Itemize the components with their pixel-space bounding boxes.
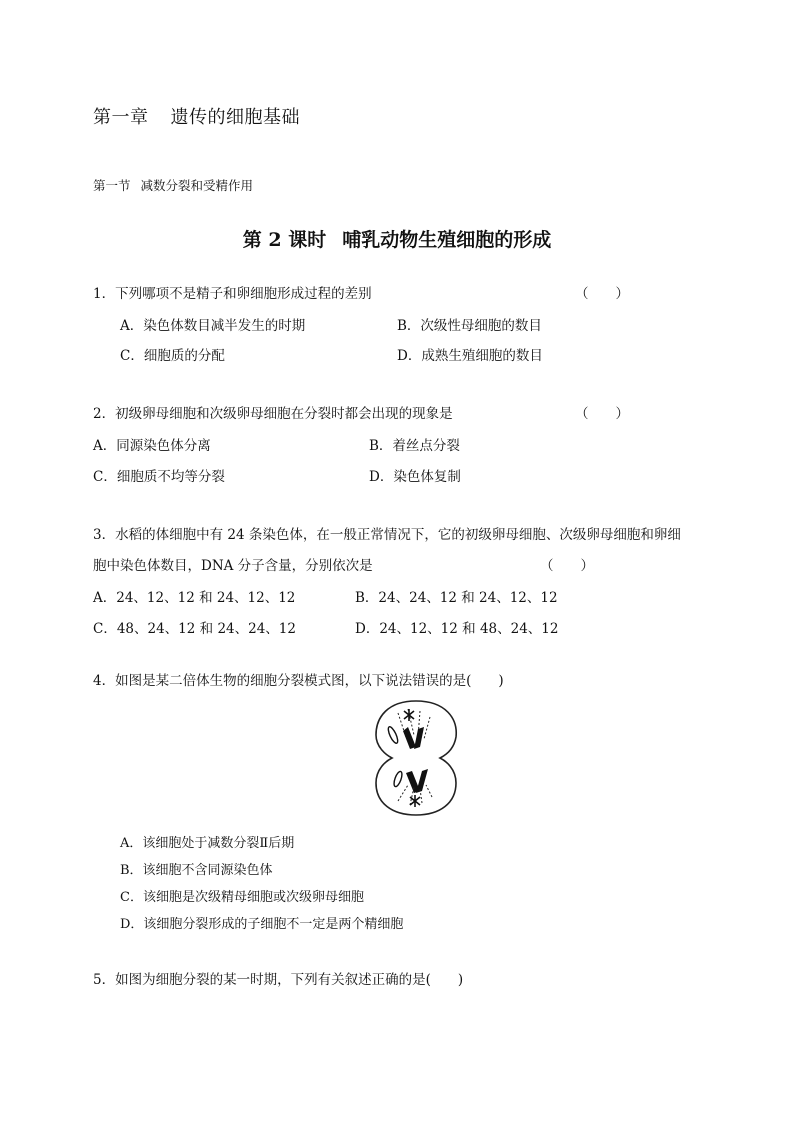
lesson-heading bbox=[0, 225, 794, 252]
lesson-number: 第 2 课时 bbox=[242, 229, 327, 251]
question-2-option-c: C．细胞质不均等分裂 bbox=[93, 469, 225, 485]
upper-centriole bbox=[404, 709, 414, 721]
question-1-option-d: D．成熟生殖细胞的数目 bbox=[397, 348, 543, 364]
question-1-answer-bracket: （ ） bbox=[575, 286, 629, 302]
question-2-answer-bracket: （ ） bbox=[575, 406, 629, 422]
cell-division-figure bbox=[368, 697, 464, 819]
section-title: 减数分裂和受精作用 bbox=[140, 178, 254, 193]
question-3-answer-bracket: （ ） bbox=[540, 558, 594, 574]
lower-chromosome-hollow bbox=[392, 770, 403, 787]
question-4-option-b: B．该细胞不含同源染色体 bbox=[120, 863, 273, 878]
upper-chromosome-hollow bbox=[386, 726, 399, 745]
question-1-option-b: B．次级性母细胞的数目 bbox=[397, 318, 542, 334]
lesson-title: 哺乳动物生殖细胞的形成 bbox=[342, 229, 552, 251]
question-3-option-b: B．24、24、12 和 24、12、12 bbox=[355, 590, 558, 606]
question-3-option-a: A．24、12、12 和 24、12、12 bbox=[93, 590, 296, 606]
question-4-option-d: D．该细胞分裂形成的子细胞不一定是两个精细胞 bbox=[120, 917, 404, 932]
question-2-stem: 2．初级卵母细胞和次级卵母细胞在分裂时都会出现的现象是 bbox=[93, 406, 453, 422]
question-2-option-d: D．染色体复制 bbox=[369, 469, 461, 485]
upper-chromosome-solid-2 bbox=[414, 727, 424, 749]
question-1-option-c: C．细胞质的分配 bbox=[120, 348, 225, 364]
question-3-option-d: D．24、12、12 和 48、24、12 bbox=[355, 621, 559, 637]
question-3-option-c: C．48、24、12 和 24、24、12 bbox=[93, 621, 296, 637]
chapter-title: 遗传的细胞基础 bbox=[170, 107, 300, 128]
question-5-stem: 5．如图为细胞分裂的某一时期，下列有关叙述正确的是( ) bbox=[93, 972, 464, 988]
chapter-heading bbox=[93, 103, 300, 129]
question-4-option-c: C．该细胞是次级精母细胞或次级卵母细胞 bbox=[120, 890, 364, 905]
question-2-option-a: A．同源染色体分离 bbox=[93, 438, 211, 454]
question-3-stem-line1: 3．水稻的体细胞中有 24 条染色体，在一般正常情况下，它的初级卵母细胞、次级卵母细胞和卵细 bbox=[93, 527, 681, 543]
upper-chromosome-solid bbox=[403, 727, 416, 749]
lower-chromosome-solid-2 bbox=[416, 769, 428, 793]
chapter-number: 第一章 bbox=[93, 107, 149, 128]
cell-membrane bbox=[376, 701, 456, 815]
question-2-option-b: B．着丝点分裂 bbox=[369, 438, 460, 454]
question-1-option-a: A．染色体数目减半发生的时期 bbox=[120, 318, 306, 334]
upper-spindle bbox=[398, 709, 430, 739]
question-3-stem-line2: 胞中染色体数目，DNA 分子含量，分别依次是 bbox=[93, 558, 373, 574]
question-4-stem: 4．如图是某二倍体生物的细胞分裂模式图，以下说法错误的是( ) bbox=[93, 673, 504, 689]
question-4-option-a: A．该细胞处于减数分裂Ⅱ后期 bbox=[120, 836, 295, 851]
section-number: 第一节 bbox=[93, 178, 131, 193]
section-heading bbox=[93, 176, 253, 194]
question-1-stem: 1．下列哪项不是精子和卵细胞形成过程的差别 bbox=[93, 286, 372, 302]
